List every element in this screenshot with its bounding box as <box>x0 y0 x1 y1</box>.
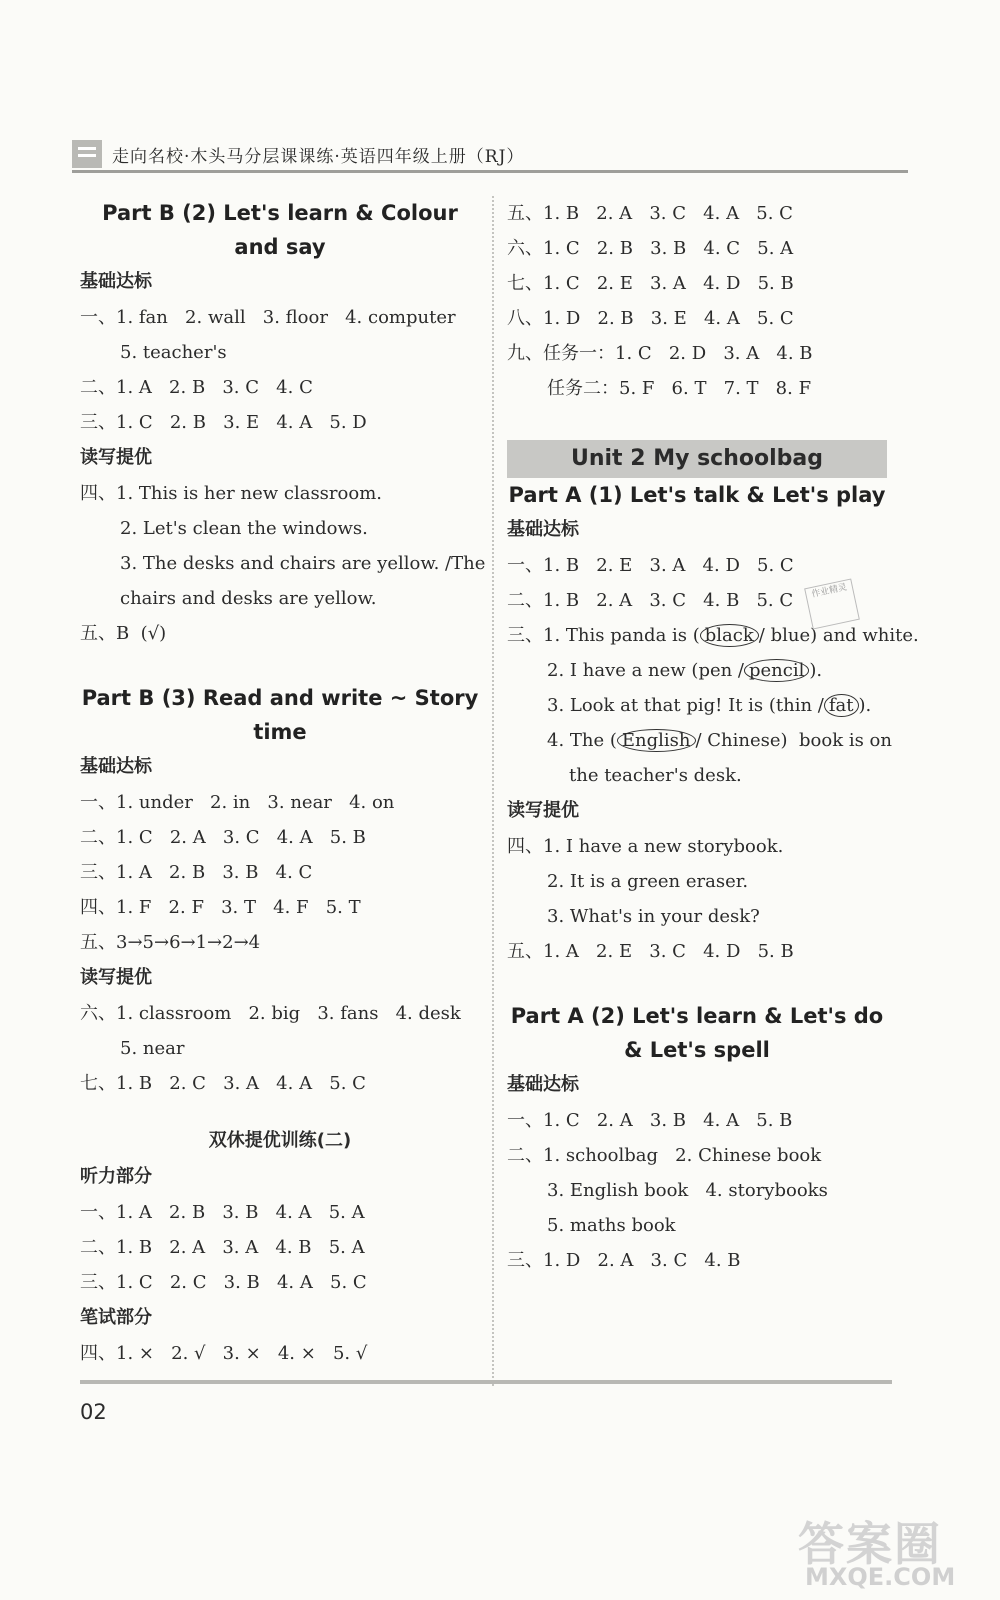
answer-line: 3. Look at that pig! It is (thin / fat ). <box>547 695 872 716</box>
subheading: 读写提优 <box>80 447 152 468</box>
answer-line: 五、1. A 2. E 3. C 4. D 5. B <box>507 941 794 962</box>
answer-line: 二、1. B 2. A 3. C 4. B 5. C <box>507 590 794 611</box>
watermark-logo: 答案圈 <box>798 1517 942 1571</box>
answer-line: 2. It is a green eraser. <box>547 871 749 892</box>
answer-line: 一、1. A 2. B 3. B 4. A 5. A <box>80 1202 365 1223</box>
answer-line: 四、1. × 2. √ 3. × 4. × 5. √ <box>80 1343 368 1364</box>
answer-line: 九、任务一：1. C 2. D 3. A 4. B <box>507 343 813 364</box>
answer-line: 一、1. C 2. A 3. B 4. A 5. B <box>507 1110 793 1131</box>
circled-answer: English <box>617 729 696 752</box>
answer-line: 八、1. D 2. B 3. E 4. A 5. C <box>507 308 794 329</box>
subheading: 基础达标 <box>80 756 152 777</box>
section-title-cont: time <box>253 720 307 744</box>
subheading: 笔试部分 <box>80 1307 152 1328</box>
circled-answer: black <box>700 624 759 647</box>
subheading: 读写提优 <box>507 800 579 821</box>
answer-line: the teacher's desk. <box>569 765 742 786</box>
section-title: Part B (2) Let's learn & Colour <box>102 201 458 225</box>
subheading: 基础达标 <box>507 519 579 540</box>
answer-line: 3. The desks and chairs are yellow. /The <box>120 553 486 574</box>
answer-line: 三、1. A 2. B 3. B 4. C <box>80 862 313 883</box>
answer-line: 一、1. B 2. E 3. A 4. D 5. C <box>507 555 794 576</box>
subheading: 听力部分 <box>80 1166 152 1187</box>
answer-line: 二、1. C 2. A 3. C 4. A 5. B <box>80 827 366 848</box>
answer-line: 六、1. C 2. B 3. B 4. C 5. A <box>507 238 794 259</box>
footer-divider <box>80 1380 892 1384</box>
answer-line: 四、1. I have a new storybook. <box>507 836 784 857</box>
subheading: 基础达标 <box>80 271 152 292</box>
circled-answer: pencil <box>744 659 809 682</box>
answer-line: 一、1. under 2. in 3. near 4. on <box>80 792 395 813</box>
answer-line: 三、1. C 2. C 3. B 4. A 5. C <box>80 1272 367 1293</box>
answer-line: 2. I have a new (pen / pencil ). <box>547 660 823 681</box>
header-title: 走向名校·木头马分层课课练·英语四年级上册（RJ） <box>112 147 525 167</box>
circled-answer: fat <box>824 694 859 717</box>
answer-line: 任务二：5. F 6. T 7. T 8. F <box>547 378 812 399</box>
answer-line: 二、1. schoolbag 2. Chinese book <box>507 1145 822 1166</box>
answer-line: 二、1. B 2. A 3. A 4. B 5. A <box>80 1237 365 1258</box>
answer-line: chairs and desks are yellow. <box>120 588 377 609</box>
answer-line: 三、1. C 2. B 3. E 4. A 5. D <box>80 412 367 433</box>
answer-line: 五、3→5→6→1→2→4 <box>80 932 261 953</box>
watermark-badge: 作业精灵 <box>804 578 860 629</box>
watermark-url: MXQE.COM <box>805 1563 956 1591</box>
right-column <box>507 196 919 1278</box>
subheading: 读写提优 <box>80 967 152 988</box>
answer-line: 3. English book 4. storybooks <box>547 1180 828 1201</box>
section-title-cont: & Let's spell <box>624 1038 770 1062</box>
answer-line: 三、1. D 2. A 3. C 4. B <box>507 1250 741 1271</box>
answer-line: 5. teacher's <box>120 342 227 363</box>
answer-line: 一、1. fan 2. wall 3. floor 4. computer <box>80 307 456 328</box>
page-number: 02 <box>80 1400 107 1424</box>
section-title: Part B (3) Read and write ~ Story <box>81 686 479 710</box>
answer-line: 4. The ( English / Chinese) book is on <box>547 730 892 751</box>
answer-line: 七、1. B 2. C 3. A 4. A 5. C <box>80 1073 366 1094</box>
column-divider <box>492 196 494 1386</box>
header-divider <box>72 170 908 173</box>
answer-line: 六、1. classroom 2. big 3. fans 4. desk <box>80 1003 461 1024</box>
section-title: 双休提优训练(二) <box>208 1130 352 1151</box>
answer-line: 四、1. This is her new classroom. <box>80 483 382 504</box>
answer-line: 三、1. This panda is ( black / blue) and white. <box>507 625 919 646</box>
subheading: 基础达标 <box>507 1074 579 1095</box>
section-title-cont: and say <box>234 235 326 259</box>
answer-line: 七、1. C 2. E 3. A 4. D 5. B <box>507 273 794 294</box>
left-column <box>80 196 486 1371</box>
section-title: Part A (2) Let's learn & Let's do <box>510 1004 884 1028</box>
answer-line: 3. What's in your desk? <box>547 906 760 927</box>
answer-line: 5. maths book <box>547 1215 676 1236</box>
section-title: Part A (1) Let's talk & Let's play <box>508 483 886 507</box>
answer-line: 5. near <box>120 1038 185 1059</box>
answer-line: 五、B (√) <box>80 623 167 644</box>
header-icon <box>72 140 102 168</box>
answer-line: 二、1. A 2. B 3. C 4. C <box>80 377 313 398</box>
answer-line: 四、1. F 2. F 3. T 4. F 5. T <box>80 897 361 918</box>
unit-banner: Unit 2 My schoolbag <box>507 440 887 478</box>
answer-line: 2. Let's clean the windows. <box>120 518 368 539</box>
answer-line: 五、1. B 2. A 3. C 4. A 5. C <box>507 203 793 224</box>
